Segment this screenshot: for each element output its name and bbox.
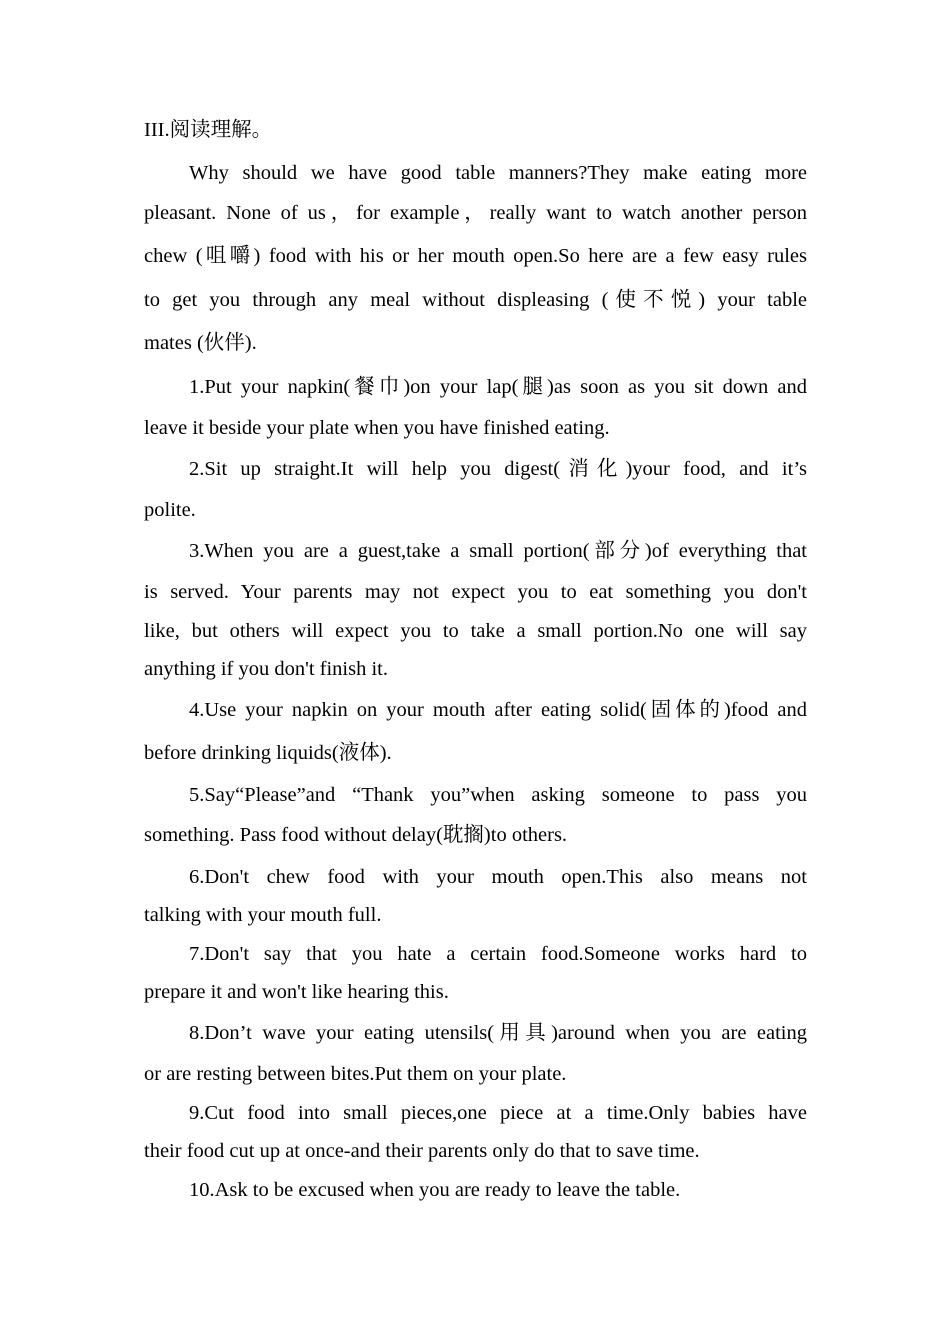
text-line: polite.	[144, 499, 196, 521]
text-line: chew (咀嚼) food with his or her mouth open.So here are a few easy rules	[144, 245, 807, 267]
text-line: 10.Ask to be excused when you are ready to leave the table.	[189, 1179, 681, 1201]
text-line: is served. Your parents may not expect you to eat something you don't	[144, 581, 807, 603]
text-line: talking with your mouth full.	[144, 904, 382, 926]
text-line: leave it beside your plate when you have finished eating.	[144, 417, 610, 439]
text-line: to get you through any meal without displeasing (使不悦) your table	[144, 289, 807, 311]
text-line: 1.Put your napkin(餐巾)on your lap(腿)as soon as you sit down and	[189, 376, 807, 398]
text-line: mates (伙伴).	[144, 332, 257, 354]
text-line: 9.Cut food into small pieces,one piece at a time.Only babies have	[189, 1102, 807, 1124]
text-line: prepare it and won't like hearing this.	[144, 981, 449, 1003]
text-line: 7.Don't say that you hate a certain food.Someone works hard to	[189, 943, 807, 965]
text-line: something. Pass food without delay(耽搁)to others.	[144, 824, 568, 846]
text-line: 8.Don’t wave your eating utensils(用具)around when you are eating	[189, 1022, 807, 1044]
text-line: like, but others will expect you to take a small portion.No one will say	[144, 620, 807, 642]
text-line: 2.Sit up straight.It will help you digest(消化)your food, and it’s	[189, 458, 807, 480]
text-line: 4.Use your napkin on your mouth after eating solid(固体的)food and	[189, 699, 807, 721]
text-line: anything if you don't finish it.	[144, 658, 388, 680]
text-line: or are resting between bites.Put them on your plate.	[144, 1063, 567, 1085]
text-line: 3.When you are a guest,take a small portion(部分)of everything that	[189, 540, 807, 562]
text-line: 6.Don't chew food with your mouth open.This also means not	[189, 866, 807, 888]
text-line: Why should we have good table manners?They make eating more	[189, 162, 807, 184]
text-line: 5.Say“Please”and “Thank you”when asking someone to pass you	[189, 784, 807, 806]
text-line: their food cut up at once-and their parents only do that to save time.	[144, 1140, 700, 1162]
text-line: before drinking liquids(液体).	[144, 742, 392, 764]
text-line: pleasant. None of us，for example，really want to watch another person	[144, 202, 807, 224]
section-title: III.阅读理解。	[144, 119, 273, 141]
